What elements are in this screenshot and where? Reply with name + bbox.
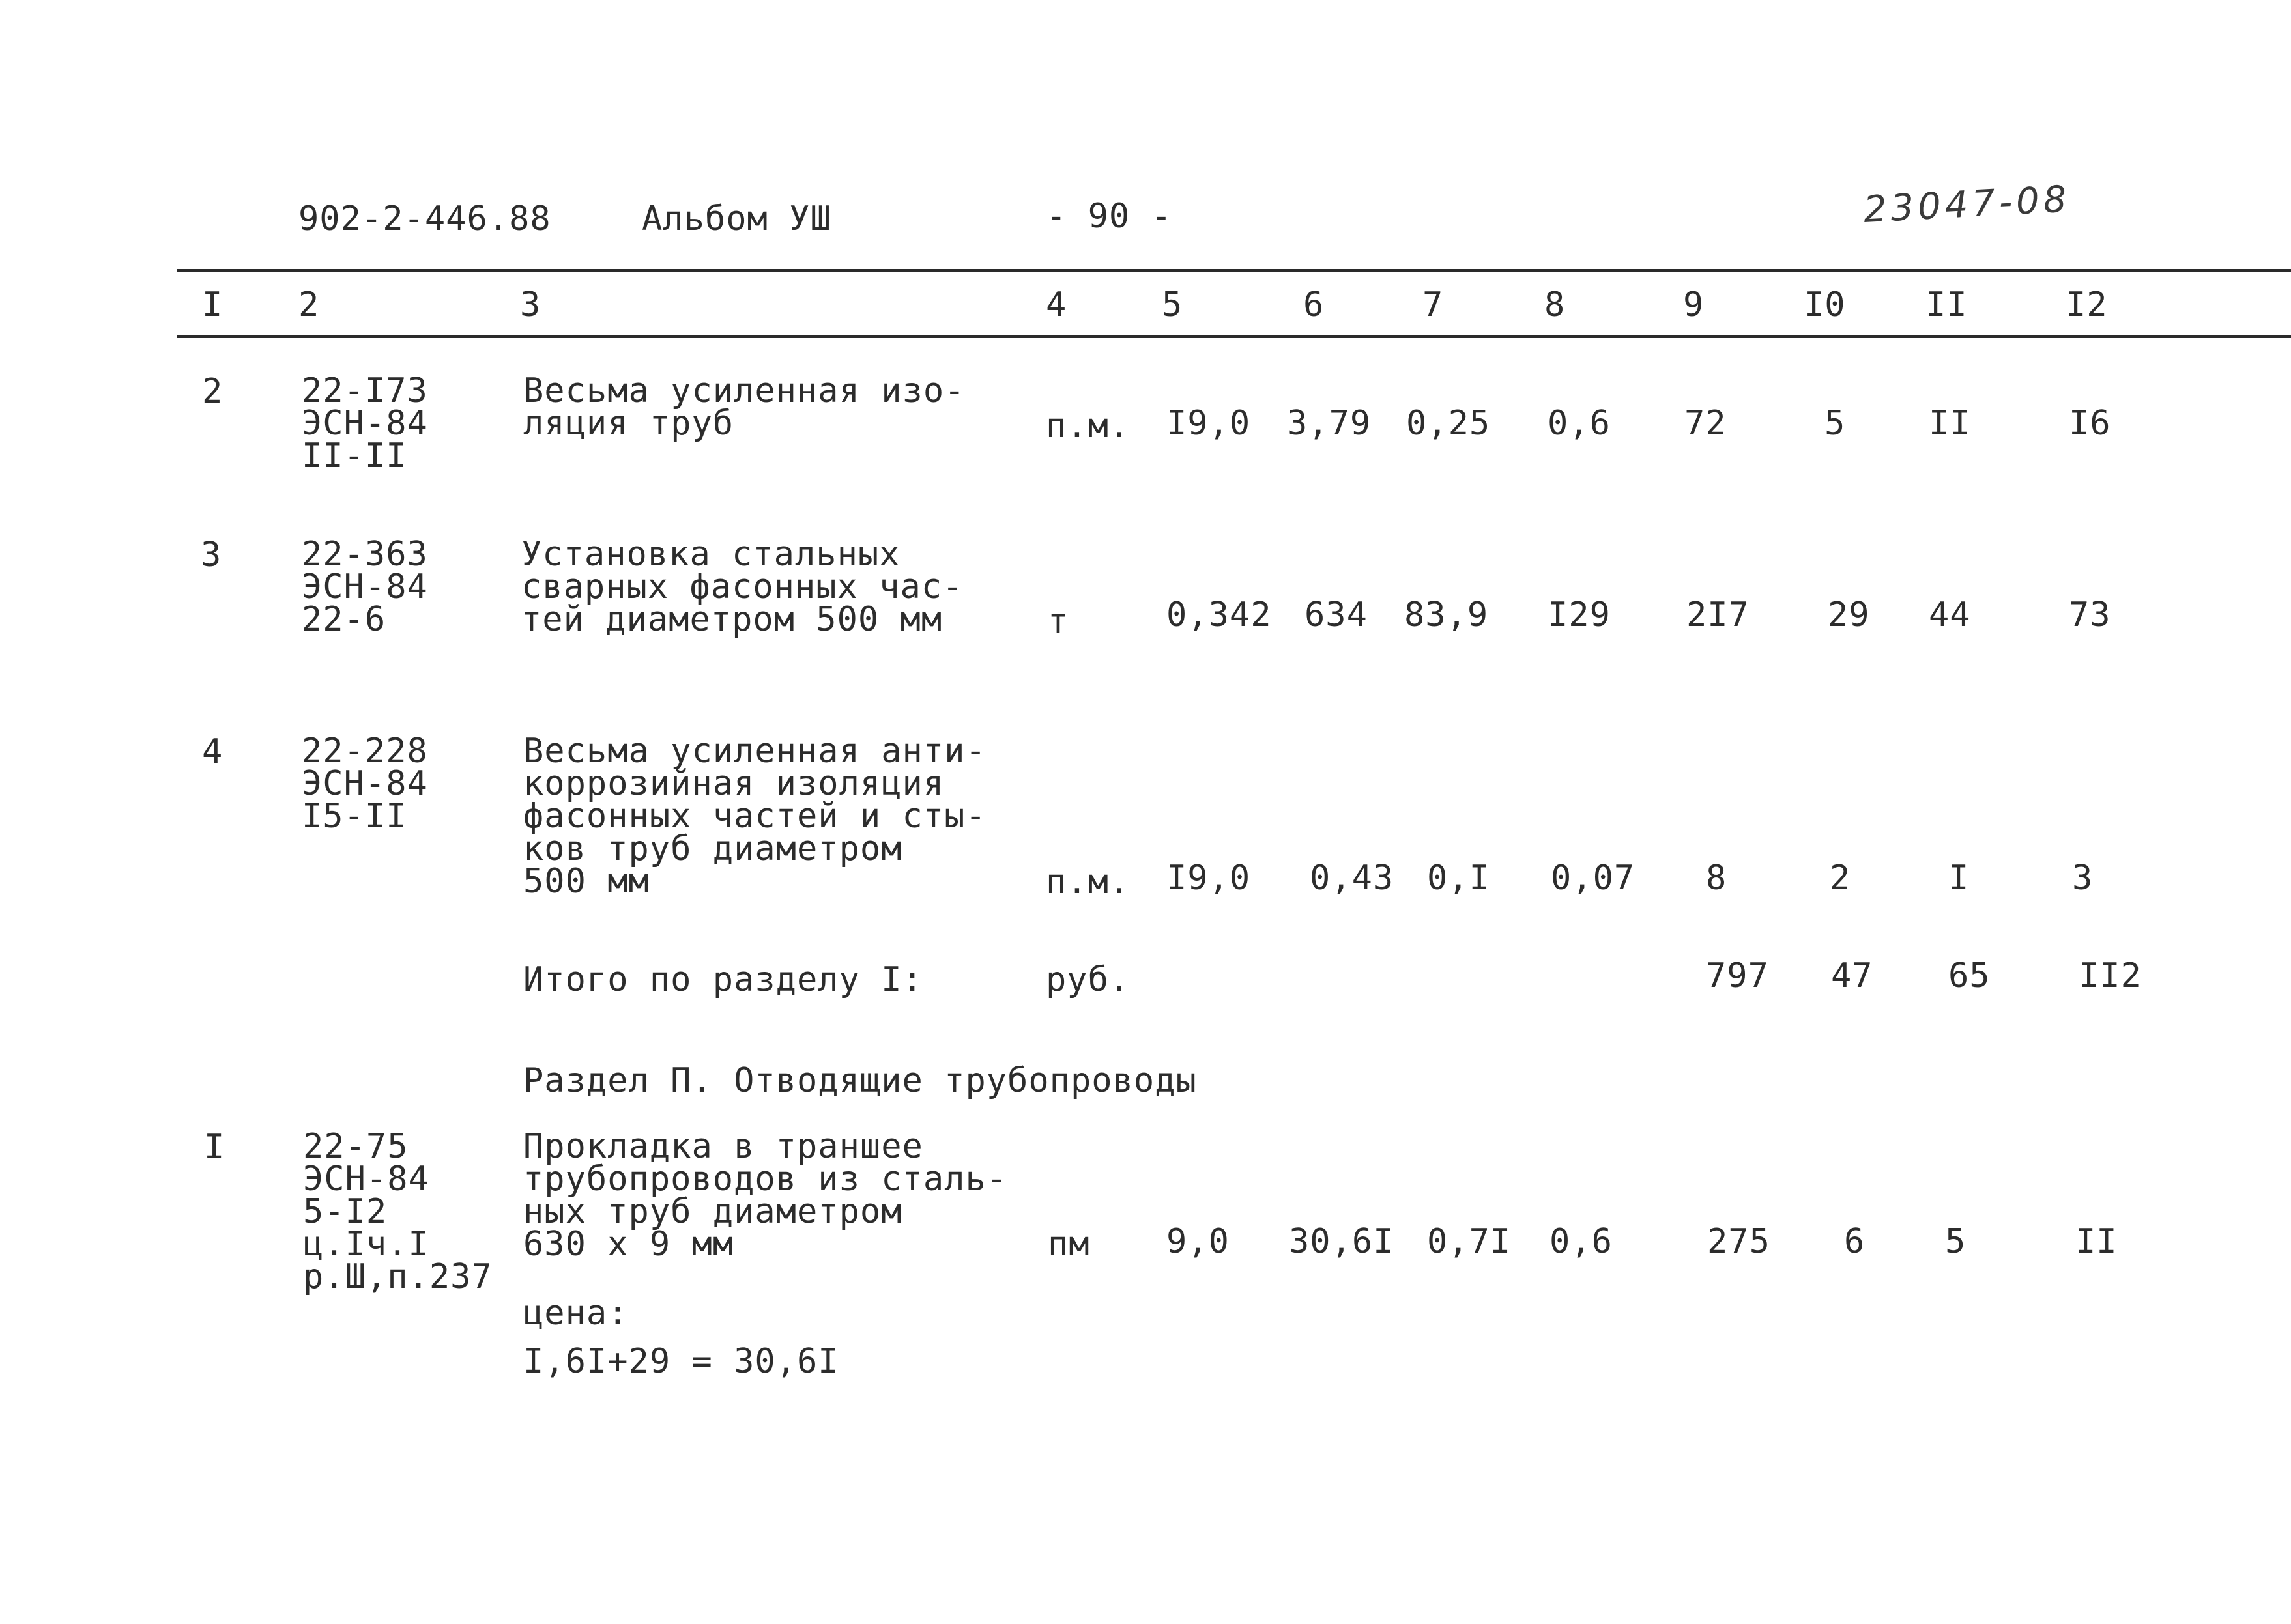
cell-col7: 0,I bbox=[1427, 859, 1490, 898]
unit: п.м. bbox=[1046, 406, 1131, 446]
cell-col11: II bbox=[1929, 404, 1971, 443]
norm-code: 22-228 ЭСН-84 I5-II bbox=[302, 732, 428, 836]
column-header: 9 bbox=[1683, 285, 1705, 324]
price-note-label: цена: bbox=[523, 1294, 629, 1333]
cell-col11: 5 bbox=[1945, 1222, 1967, 1261]
cell-col5: 9,0 bbox=[1166, 1222, 1230, 1261]
column-header: 7 bbox=[1422, 285, 1444, 324]
cell-col6: 0,43 bbox=[1310, 859, 1394, 898]
cell-col8: 0,6 bbox=[1549, 1222, 1613, 1261]
cell-col6: 3,79 bbox=[1287, 404, 1372, 443]
cell-col12: I6 bbox=[2069, 404, 2111, 443]
total-col12: II2 bbox=[2079, 956, 2142, 995]
column-header: I2 bbox=[2066, 285, 2108, 324]
page-number: - 90 - bbox=[1046, 197, 1172, 236]
column-header: I bbox=[202, 285, 223, 324]
cell-col7: 83,9 bbox=[1404, 595, 1489, 634]
norm-code: 22-75 ЭСН-84 5-I2 ц.Iч.I р.Ш,п.237 bbox=[303, 1127, 493, 1296]
cell-col11: I bbox=[1948, 859, 1970, 898]
cell-col5: I9,0 bbox=[1166, 859, 1251, 898]
work-description: Весьма усиленная анти- коррозийная изоляция фасонных частей и сты- ков труб диаметром 500 мм bbox=[523, 732, 987, 901]
total-col9: 797 bbox=[1706, 956, 1769, 995]
column-header: 2 bbox=[298, 285, 320, 324]
cell-col9: 72 bbox=[1684, 404, 1727, 443]
cell-col10: 2 bbox=[1830, 859, 1851, 898]
handwritten-number: 23047-08 bbox=[1862, 178, 2071, 231]
cell-col8: I29 bbox=[1548, 595, 1611, 634]
price-note-formula: I,6I+29 = 30,6I bbox=[523, 1342, 839, 1381]
cell-col10: 29 bbox=[1828, 595, 1870, 634]
row-number: 2 bbox=[202, 372, 223, 411]
total-col10: 47 bbox=[1831, 956, 1873, 995]
row-number: 3 bbox=[201, 535, 222, 575]
norm-code: 22-I73 ЭСН-84 II-II bbox=[302, 371, 428, 476]
cell-col5: 0,342 bbox=[1166, 595, 1272, 634]
column-header: II bbox=[1925, 285, 1968, 324]
cell-col8: 0,6 bbox=[1548, 404, 1611, 443]
column-header: 4 bbox=[1046, 285, 1067, 324]
cell-col8: 0,07 bbox=[1551, 859, 1635, 898]
cell-col7: 0,7I bbox=[1427, 1222, 1512, 1261]
unit: п.м. bbox=[1046, 862, 1131, 902]
cell-col9: 275 bbox=[1707, 1222, 1770, 1261]
cell-col6: 30,6I bbox=[1289, 1222, 1394, 1261]
unit: пм bbox=[1048, 1225, 1090, 1264]
cell-col12: II bbox=[2075, 1222, 2118, 1261]
document-code: 902-2-446.88 bbox=[298, 199, 551, 238]
cell-col7: 0,25 bbox=[1406, 404, 1491, 443]
column-header: 3 bbox=[520, 285, 541, 324]
row-number: I bbox=[204, 1128, 225, 1167]
cell-col5: I9,0 bbox=[1166, 404, 1251, 443]
column-header: 5 bbox=[1162, 285, 1183, 324]
column-header: 6 bbox=[1303, 285, 1325, 324]
total-col11: 65 bbox=[1948, 956, 1991, 995]
cell-col12: 73 bbox=[2069, 595, 2111, 634]
total-label: Итого по разделу I: bbox=[523, 960, 923, 999]
cell-col6: 634 bbox=[1304, 595, 1368, 634]
table-top-rule bbox=[177, 269, 2291, 272]
unit: т bbox=[1048, 602, 1069, 641]
work-description: Установка стальных сварных фасонных час- тей диаметром 500 мм bbox=[521, 535, 964, 639]
norm-code: 22-363 ЭСН-84 22-6 bbox=[302, 535, 428, 639]
work-description: Прокладка в траншее трубопроводов из сталь- ных труб диаметром 630 х 9 мм bbox=[523, 1127, 1008, 1264]
cell-col10: 5 bbox=[1824, 404, 1846, 443]
row-number: 4 bbox=[202, 732, 223, 771]
album-label: Альбом УШ bbox=[642, 199, 831, 238]
cell-col9: 2I7 bbox=[1686, 595, 1750, 634]
cell-col12: 3 bbox=[2072, 859, 2094, 898]
cell-col9: 8 bbox=[1706, 859, 1727, 898]
column-header: 8 bbox=[1544, 285, 1566, 324]
cell-col11: 44 bbox=[1929, 595, 1971, 634]
total-unit: руб. bbox=[1046, 960, 1131, 999]
column-header: I0 bbox=[1804, 285, 1846, 324]
section-title: Раздел П. Отводящие трубопроводы bbox=[523, 1061, 1197, 1100]
table-header-rule bbox=[177, 335, 2291, 338]
cell-col10: 6 bbox=[1844, 1222, 1866, 1261]
work-description: Весьма усиленная изо- ляция труб bbox=[523, 371, 966, 443]
